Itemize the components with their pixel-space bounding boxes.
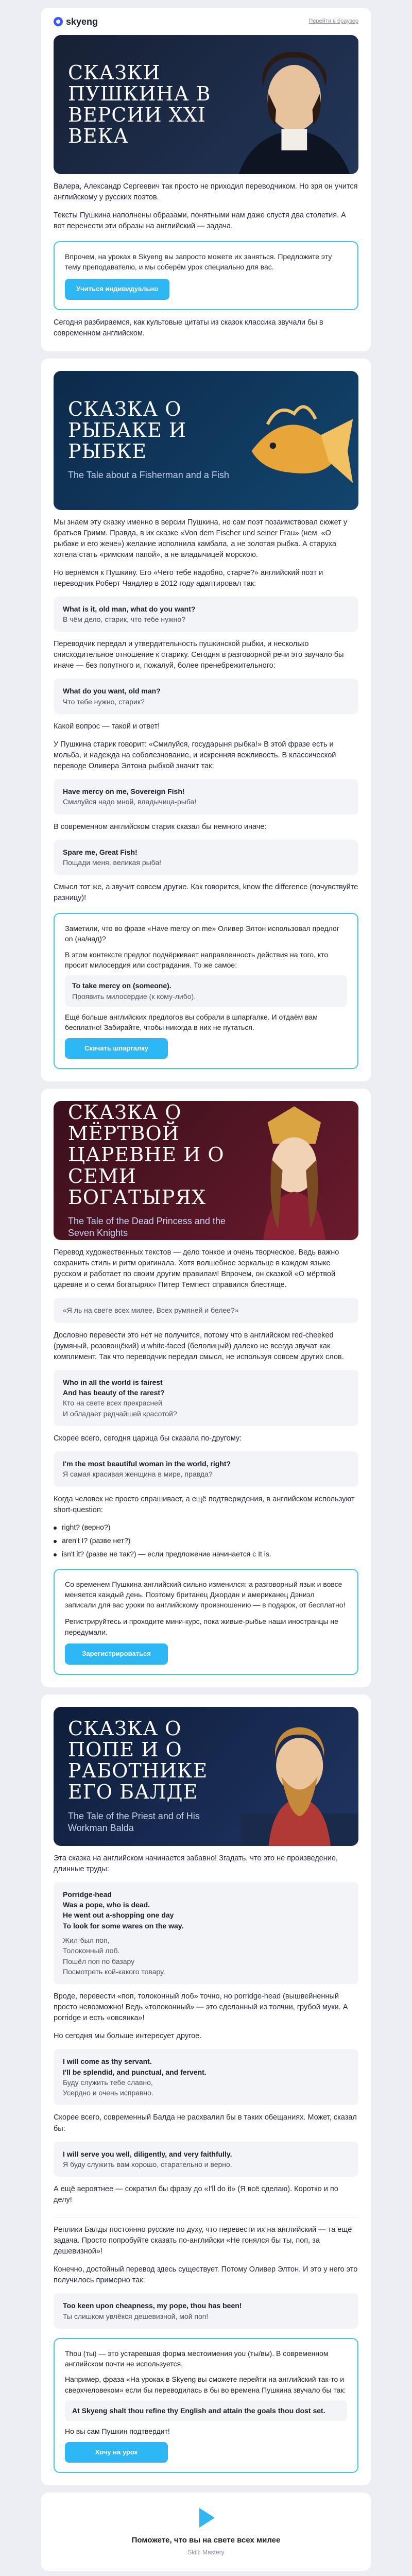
hero-title-text: СКАЗКА О РЫБАКЕ И РЫБКЕ (68, 398, 187, 463)
intro-paragraph-2: Тексты Пушкина наполнены образами, понятными нам даже спустя два столетия. А вот перенести эти образы на английский — задача. (54, 211, 346, 231)
cta-box-pronunciation (54, 1569, 358, 1675)
quote-english: What is it, old man, what do you want? (63, 604, 196, 613)
list-item (54, 1549, 358, 1559)
video-subtitle: Skill: Mastery (187, 2549, 225, 2556)
balda-paragraph-3: Но сегодня мы больше интересует другое. (54, 2032, 202, 2041)
princess-paragraph-3: Скорее всего, сегодня царица бы сказала по-другому: (54, 1434, 242, 1443)
question-tags-list (54, 1522, 358, 1560)
want-lesson-button[interactable]: Хочу на урок (65, 2442, 168, 2463)
logo-text: skyeng (66, 16, 98, 27)
quote-block (54, 779, 358, 815)
list-item (54, 1535, 358, 1546)
cta-text: Впрочем, на уроках в Skyeng вы запросто можете их заняться. Предложите эту тему преподавателю, и мы соберём урок специально для вас. (65, 252, 332, 272)
bullet-icon (54, 1553, 57, 1556)
tip-text-3: Но вы сам Пушкин подтвердит! (65, 2427, 170, 2436)
quote-russian: В чём дело, старик, что тебе нужно? (63, 615, 185, 623)
cta-box-individual (54, 241, 358, 310)
video-title: Поможете, что вы на свете всех милее (131, 2536, 281, 2545)
quote-russian: Что тебе нужно, старик? (63, 697, 145, 706)
fisherman-paragraph-1: Мы знаем эту сказку именно в версии Пушкина, но сам поэт позаимствовал сюжет у братьев Гримм. Правда, в их сказке «Von dem Fischer und seiner Frau» (нем. «О рыбаке и его жене») желание исполнила камбала, а не золотая рыбка. А старуха хотела стать «римским папой», а не владычицей морскою. (54, 518, 348, 559)
quote-english: Have mercy on me, Sovereign Fish! (63, 787, 185, 795)
download-cheatsheet-button[interactable]: Скачать шпаргалку (65, 1038, 168, 1059)
quote-block (54, 597, 358, 632)
fisherman-paragraph-3: Переводчик передал и утвердительность пушкинской рыбки, и несколько снисходительное отношение к старику. Сегодня в разговорной речи это звучало бы иначе — без попутного и, пожалуй, более пренебрежительного: (54, 640, 344, 670)
tip-text-2: В этом контексте предлог подчёркивает направленность действия на того, кто просит милосердия или сострадания. То же самое: (65, 950, 329, 970)
quote-block (54, 1298, 358, 1323)
tip-example-english: To take mercy on (someone). (72, 981, 171, 990)
hero-balda (54, 1707, 358, 1846)
balda-paragraph-6: Реплики Балды постоянно русские по духу, что перевести их на английский — та ещё задача. Просто попробуйте сказать по-английски «Не гонялся бы ты, поп, за дешевизной»! (54, 2226, 352, 2256)
hero-title-text: СКАЗКА О МЁРТВОЙ ЦАРЕВНЕ И О СЕМИ БОГАТЫРЯХ (68, 1101, 225, 1209)
hero-title (68, 399, 239, 481)
tip-text-3: Ещё больше английских предлогов вы собрали в шпаргалке. И отдаём вам бесплатно! Забирайте, чтобы никогда в них не путаться. (65, 1012, 318, 1032)
top-bar (41, 8, 371, 35)
hero-princess (54, 1101, 358, 1240)
balda-section (41, 1694, 371, 2486)
pushkin-portrait-image (230, 35, 358, 174)
quote-english: I'm the most beautiful woman in the world, right? (63, 1459, 231, 1468)
balda-image (230, 1707, 358, 1846)
quote-russian: Пощади меня, великая рыба! (63, 858, 162, 867)
quote-english: Too keen upon cheapness, my pope, thou has been! (63, 2301, 242, 2310)
quote-english: Porridge-head Was a pope, who is dead. He went out a-shopping one day To look for some wares on the way. (63, 1890, 184, 1930)
open-in-browser-link[interactable]: Перейти в браузер (308, 18, 358, 25)
quote-russian: Смилуйся надо мной, владычица-рыба! (63, 798, 197, 806)
hero-title (68, 1718, 239, 1834)
hero-subtitle: The Tale about a Fisherman and a Fish (68, 470, 229, 481)
golden-fish-image (230, 371, 358, 510)
quote-block (54, 1882, 358, 1984)
hero-title: СКАЗКИ ПУШКИНА В ВЕРСИИ XXI ВЕКА (68, 61, 211, 148)
quote-block (54, 840, 358, 875)
intro-paragraph-3: Сегодня разбираемся, как культовые цитаты из сказок классика звучали бы в современном английском. (54, 318, 323, 337)
quote-english: What do you want, old man? (63, 687, 161, 696)
quote-block (54, 2293, 358, 2329)
quote-english: Who in all the world is fairest And has beauty of the rarest? (63, 1378, 165, 1397)
hero-title (68, 1102, 239, 1239)
quote-russian: Жил-был поп, Толоконный лоб. Пошёл поп по базару Посмотреть кой-какого товару. (63, 1936, 165, 1976)
bullet-icon (54, 1527, 57, 1530)
quote-english: Spare me, Great Fish! (63, 848, 138, 856)
quote-russian: Кто на свете всех прекрасней И обладает редчайшей красотой? (63, 1399, 177, 1418)
quote-russian: Ты слишком увлёкся дешевизной, мой поп! (63, 2312, 209, 2320)
cta-text-1: Со временем Пушкина английский сильно изменился: а разговорный язык и вовсе меняется каждый день. Поэтому британец Джордан и американец Дэниэл записали для вас уроки по английскому произношению — в подарок, от бесплатно! (65, 1580, 346, 1609)
list-item-text: right? (верно?) (62, 1522, 111, 1531)
hero-subtitle: The Tale of the Priest and of His Workman Balda (68, 1810, 200, 1833)
quote-block (54, 2049, 358, 2105)
princess-paragraph-4: Когда человек не просто спрашивает, а ещё подтверждения, в английском используют short-question: (54, 1495, 355, 1514)
tip-example (65, 2400, 347, 2421)
intro-section (41, 35, 371, 351)
quote-russian: Я самая красивая женщина в мире, правда? (63, 1470, 213, 1479)
intro-paragraph-1: Валера, Александр Сергеевич так просто не приходил переводчиком. Но зря он учится английскому у русских поэтов. (54, 182, 358, 202)
tip-text-1: Заметили, что во фразе «Have mercy on me» Оливер Элтон использовал предлог on (на/над)? (65, 924, 339, 943)
register-button[interactable]: Зарегистрироваться (65, 1643, 168, 1665)
quote-english: I will serve you well, diligently, and very faithfully. (63, 2149, 232, 2158)
tip-box-thou (54, 2338, 358, 2473)
tip-box-prepositions (54, 913, 358, 1069)
logo-icon (54, 17, 63, 26)
tip-example-english: At Skyeng shalt thou refine thy English and attain the goals thou dost set. (72, 2406, 325, 2415)
hero-fisherman (54, 371, 358, 510)
quote-block (54, 679, 358, 714)
email-container (41, 8, 371, 2576)
skyeng-logo[interactable] (54, 15, 98, 28)
list-item (54, 1522, 358, 1532)
fisherman-paragraph-4: Какой вопрос — такой и ответ! (54, 722, 160, 731)
tip-text-2: Например, фраза «На уроках в Skyeng вы сможете перейти на английский так-то и сверхчеловеком» если бы переводилась в бы во времена Пушкина звучало бы так: (65, 2375, 346, 2394)
list-item-text: aren't I? (разве нет?) (62, 1536, 131, 1545)
princess-paragraph-1: Перевод художественных текстов — дело тонкое и очень творческое. Ведь важно сохранить стиль и ритм оригинала. Хотя волшебное зеркальце в каждом языке русском и работает по своим другим правилам! Впрочем, он сказкой «О мёртвой царевне и о семи богатырях» Питер Темпест справился блестяще. (54, 1248, 339, 1290)
princess-section (41, 1089, 371, 1687)
fisherman-section (41, 359, 371, 1082)
balda-paragraph-1: Эта сказка на английском начинается забавно! Згадать, что это не произведение, длинные труды: (54, 1854, 338, 1873)
quote-russian: Я буду служить вам хорошо, старательно и верно. (63, 2160, 232, 2168)
cta-text-2: Регистрируйтесь и проходите мини-курс, пока живые-рыбье наши иностранцы не передумали. (65, 1617, 338, 1636)
quote-block (54, 2142, 358, 2177)
tip-text-1: Thou (ты) — это устаревшая форма местоимения you (ты/вы). В современном английском почти не используется. (65, 2349, 329, 2368)
tip-example-russian: Проявить милосердие (к кому-либо). (72, 992, 196, 1001)
fisherman-paragraph-6: В современном английском старик сказал бы немного иначе: (54, 822, 267, 831)
princess-image (230, 1101, 358, 1240)
balda-paragraph-2: Вроде, перевести «поп, толоконный лоб» точно, но porridge-head (вышвейненный просто невозможно! Ведь «толоконный» — это сделанный из толчни, грубой муки. А porridge и есть «овсянка»! (54, 1992, 348, 2023)
hero-title-text: СКАЗКА О ПОПЕ И О РАБОТНИКЕ ЕГО БАЛДЕ (68, 1717, 208, 1804)
balda-paragraph-4: Скорее всего, современный Балда не расхвалил бы в таких обещаниях. Может, сказал бы: (54, 2113, 357, 2133)
play-icon[interactable] (194, 2506, 218, 2530)
quote-russian: «Я ль на свете всех милее, Всех румяней и белее?» (63, 1306, 239, 1315)
hero-pushkin (54, 35, 358, 174)
fisherman-paragraph-5: У Пушкина старик говорит: «Смилуйся, государыня рыбка!» В этой фразе есть и мольба, и надежда на соболезнование, и искренняя вежливость. В классической переводе Оливера Элтона рыбкой значит так: (54, 740, 336, 770)
list-item-text: isn't it? (разве не так?) — если предложение начинается с It is. (62, 1550, 271, 1558)
tip-example (65, 975, 347, 1007)
fisherman-paragraph-7: Смысл тот же, а звучит совсем другие. Как говорится, know the difference (почувствуйте разницу)! (54, 883, 358, 903)
balda-paragraph-7: Конечно, достойный перевод здесь существует. Потому Оливер Элтон. И это у него это получилось примерно так: (54, 2265, 358, 2285)
balda-paragraph-5: А ещё вероятнее — сократил бы фразу до «I'll do it» (Я всё сделаю). Коротко и по делу! (54, 2185, 338, 2205)
video-card[interactable] (41, 2493, 371, 2570)
quote-russian: Буду служить тебе славно, Усердно и очень исправно. (63, 2078, 153, 2097)
learn-individually-button[interactable]: Учиться индивидуально (65, 279, 169, 300)
quote-block (54, 1451, 358, 1487)
quote-block (54, 1370, 358, 1426)
hero-subtitle: The Tale of the Dead Princess and the Seven Knights (68, 1215, 226, 1238)
princess-paragraph-2: Дословно перевести это нет не получится, потому что в английском red-cheeked (румяный, розовощёкий) и white-faced (белолицый) далеко не всегда звучат как комплимент. Так что переводчик передал смысл, не используя совсем других слов. (54, 1331, 344, 1361)
bullet-icon (54, 1540, 57, 1543)
fisherman-paragraph-2: Но вернёмся к Пушкину. Его «Чего тебе надобно, старче?» английский поэт и переводчик Роберт Чандлер в 2012 году адаптировал так: (54, 568, 323, 588)
quote-english: I will come as thy servant. I'll be splendid, and punctual, and fervent. (63, 2057, 207, 2076)
